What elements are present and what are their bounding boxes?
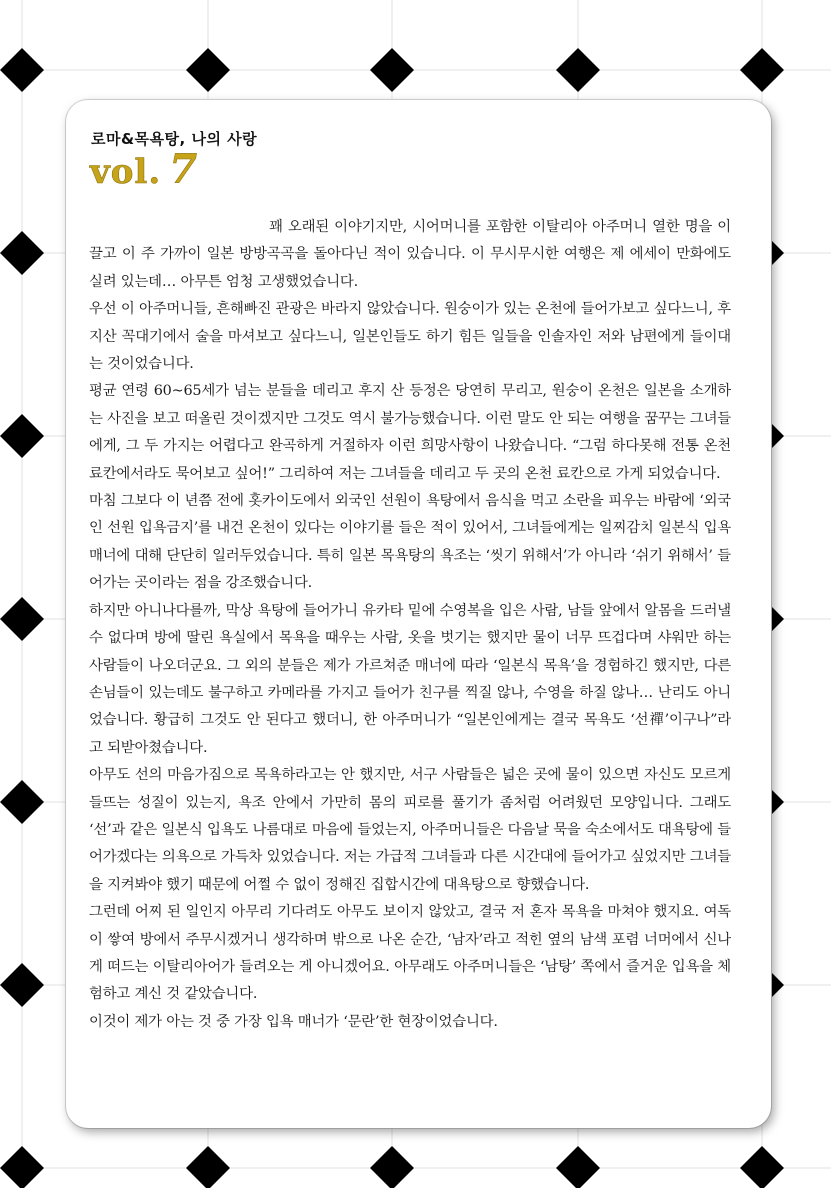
article-paragraph: 그런데 어찌 된 일인지 아무리 기다려도 아무도 보이지 않았고, 결국 저 혼자 목욕을 마쳐야 했지요. 여독이 쌓여 방에서 주무시겠거니 생각하며 밖으로 나온 순간, ‘남자’라고 적힌 옆의 남색 포렴 너머에서 신나게 떠드는 이탈리아어가 들려오는 게 아니겠어요. 아무래도 아주머니들은 ‘남탕’ 쪽에서 즐거운 입욕을 체험하고 계신 것 같았습니다.	[89, 904, 731, 1003]
tile-diamond	[556, 48, 600, 92]
tile-diamond	[0, 597, 44, 641]
volume-heading	[90, 146, 198, 193]
article-paragraph: 하지만 아니나다를까, 막상 욕탕에 들어가니 유카타 밑에 수영복을 입은 사람, 남들 앞에서 알몸을 드러낼 수 없다며 방에 딸린 욕실에서 목욕을 때우는 사람, 옷을 벗기는 했지만 물이 너무 뜨겁다며 샤워만 하는 사람들이 나오더군요. 그 외의 분들은 제가 가르쳐준 매너에 따라 ‘일본식 목욕’을 경험하긴 했지만, 다른 손님들이 있는데도 불구하고 카메라를 가지고 들어가 친구를 찍질 않나, 수영을 하질 않나… 난리도 아니었습니다. 황급히 그것도 안 된다고 했더니, 한 아주머니가 “일본인에게는 결국 목욕도 ‘선禪’이구나”라고 되받아쳤습니다.	[89, 602, 731, 756]
tile-diamond	[0, 780, 44, 824]
volume-number: 7	[169, 146, 199, 193]
tile-diamond	[556, 1146, 600, 1188]
tile-diamond	[740, 48, 784, 92]
tile-diamond	[370, 1146, 414, 1188]
tile-diamond	[0, 1146, 44, 1188]
tile-diamond	[0, 963, 44, 1007]
volume-label: vol.	[90, 152, 162, 192]
series-title: 로마&목욕탕, 나의 사랑	[91, 130, 258, 148]
article-paragraph: 꽤 오래된 이야기지만, 시어머니를 포함한 이탈리아 아주머니 열한 명을 이끌고 이 주 가까이 일본 방방곡곡을 돌아다닌 적이 있습니다. 이 무시무시한 여행은 제 에세이 만화에도 실려 있는데… 아무튼 엄청 고생했었습니다.	[89, 219, 731, 290]
article-paragraph: 평균 연령 60~65세가 넘는 분들을 데리고 후지 산 등정은 당연히 무리고, 원숭이 온천은 일본을 소개하는 사진을 보고 떠올린 것이겠지만 그것도 역시 불가능했습니다. 이런 말도 안 되는 여행을 꿈꾸는 그녀들에게, 그 두 가지는 어렵다고 완곡하게 거절하자 이런 희망사항이 나왔습니다. “그럼 하다못해 전통 온천 료칸에서라도 묵어보고 싶어!” 그리하여 저는 그녀들을 데리고 두 곳의 온천 료칸으로 가게 되었습니다.	[89, 383, 731, 482]
article-paragraph: 마침 그보다 이 년쯤 전에 홋카이도에서 외국인 선원이 욕탕에서 음식을 먹고 소란을 피우는 바람에 ‘외국인 선원 입욕금지’를 내건 온천이 있다는 이야기를 들은 적이 있어서, 그녀들에게는 일찌감치 일본식 입욕 매너에 대해 단단히 일러두었습니다. 특히 일본 목욕탕의 욕조는 ‘씻기 위해서’가 아니라 ‘쉬기 위해서’ 들어가는 곳이라는 점을 강조했습니다.	[89, 493, 731, 592]
tile-diamond	[0, 414, 44, 458]
tile-diamond	[0, 48, 44, 92]
tile-diamond	[186, 48, 230, 92]
tile-diamond	[0, 231, 44, 275]
article-paragraph: 아무도 선의 마음가짐으로 목욕하라고는 안 했지만, 서구 사람들은 넓은 곳에 물이 있으면 자신도 모르게 들뜨는 성질이 있는지, 욕조 안에서 가만히 몸의 피로를 풀기가 좀처럼 어려웠던 모양입니다. 그래도 ‘선’과 같은 일본식 입욕도 나름대로 마음에 들었는지, 아주머니들은 다음날 묵을 숙소에서도 대욕탕에 들어가겠다는 의욕으로 가득차 있었습니다. 저는 가급적 그녀들과 다른 시간대에 들어가고 싶었지만 그녀들을 지켜봐야 했기 때문에 어쩔 수 없이 정해진 집합시간에 대욕탕으로 향했습니다.	[89, 767, 731, 893]
article-paragraph: 이것이 제가 아는 것 중 가장 입욕 매너가 ‘문란’한 현장이었습니다.	[89, 1013, 498, 1030]
tile-diamond	[186, 1146, 230, 1188]
tile-diamond	[740, 1146, 784, 1188]
article-paragraph: 우선 이 아주머니들, 흔해빠진 관광은 바라지 않았습니다. 원숭이가 있는 온천에 들어가보고 싶다느니, 후지산 꼭대기에서 술을 마셔보고 싶다느니, 일본인들도 하기 힘든 일들을 인솔자인 저와 남편에게 들이대는 것이었습니다.	[89, 301, 731, 373]
article-body	[89, 214, 731, 1036]
tile-diamond	[370, 48, 414, 92]
